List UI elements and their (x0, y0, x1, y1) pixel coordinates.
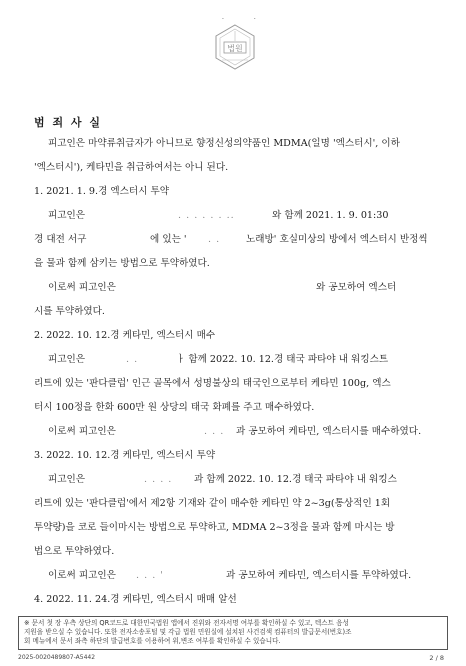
body-line: 2. 2022. 10. 12.경 케타민, 엑스터시 매수 (34, 330, 216, 341)
body-line: 에 있는 ' (150, 234, 187, 245)
body-line: 경 대전 서구 (34, 234, 87, 245)
body-line: 법으로 투약하였다. (34, 546, 115, 557)
body-line: ㅏ 함께 2022. 10. 12.경 태국 파타야 내 워킹스트 (176, 354, 389, 365)
page-number: 2 / 8 (429, 654, 444, 662)
body-line: 리트에 있는 '판다클럽'에서 제2항 기재와 같이 매수한 케타민 약 2~3g(통상적인 1회 (34, 498, 391, 509)
court-seal-icon (210, 22, 260, 72)
body-line: 이로써 피고인은 (48, 570, 116, 581)
body-line: 투약량)을 코로 들이마시는 방법으로 투약하고, MDMA 2~3정을 물과 함께 마시는 방 (34, 522, 395, 533)
body-line: 노래방' 호실미상의 방에서 엑스터시 반정씩 (246, 234, 428, 245)
body-line: 이로써 피고인은 (48, 282, 116, 293)
body-line: 과 함께 2022. 10. 12.경 태국 파타야 내 워킹스 (194, 474, 397, 485)
body-line: 1. 2021. 1. 9.경 엑스터시 투약 (34, 186, 170, 197)
seal-text: 법원 (227, 44, 243, 53)
body-line: 시를 투약하였다. (34, 306, 105, 317)
verification-notice (18, 616, 448, 650)
body-line: 피고인은 (48, 210, 86, 221)
body-line: 이로써 피고인은 (48, 426, 116, 437)
notice-line: 지원을 받으실 수 있습니다. 또한 전자소송포털 및 각급 법원 민원실에 설치된 사건검색 컴퓨터의 발급문서(번호)조 (24, 628, 352, 636)
body-line: 피고인은 (48, 354, 86, 365)
redacted-text: . . . . (144, 474, 173, 485)
notice-line: 회 메뉴에서 문서 좌측 하단의 발급번호를 이용하여 위,변조 여부를 확인하실 수 있습니다. (24, 637, 281, 645)
body-line: 과 공모하여 케타민, 엑스터시를 매수하였다. (236, 426, 422, 437)
body-line: 피고인은 마약류취급자가 아니므로 향정신성의약품인 MDMA(일명 '엑스터시', 이하 (48, 138, 400, 149)
redacted-text: . . . (204, 426, 225, 437)
redacted-text: . . . . . . .. (178, 210, 235, 221)
redacted-text: . . (208, 234, 221, 245)
issue-number: 2025-0020489807-A5442 (18, 654, 96, 661)
body-line: 3. 2022. 10. 12.경 케타민, 엑스터시 투약 (34, 450, 216, 461)
redacted-text: . . . ' (136, 570, 164, 581)
body-line: 와 함께 2021. 1. 9. 01:30 (272, 210, 389, 221)
body-line: 4. 2022. 11. 24.경 케타민, 엑스터시 매매 알선 (34, 594, 237, 605)
top-marks: . . (222, 14, 270, 21)
body-line: 와 공모하여 엑스터 (316, 282, 397, 293)
body-line: 리트에 있는 '판다클럽' 인근 골목에서 성명불상의 태국인으로부터 케타민 100g, 엑스 (34, 378, 391, 389)
section-title: 범 죄 사 실 (34, 116, 102, 129)
notice-line: ※ 문서 첫 장 우측 상단의 QR코드로 대한민국법원 앱에서 진위와 전자서명 여부를 확인하실 수 있고, 텍스트 음성 (24, 619, 349, 627)
body-line: 피고인은 (48, 474, 86, 485)
body-line: 과 공모하여 케타민, 엑스터시를 투약하였다. (226, 570, 412, 581)
redacted-text: . . (126, 354, 139, 365)
body-line: 터시 100정을 한화 600만 원 상당의 태국 화폐를 주고 매수하였다. (34, 402, 315, 413)
body-line: '엑스터시'), 케타민을 취급하여서는 아니 된다. (34, 162, 229, 173)
body-line: 을 물과 함께 삼키는 방법으로 투약하였다. (34, 258, 210, 269)
